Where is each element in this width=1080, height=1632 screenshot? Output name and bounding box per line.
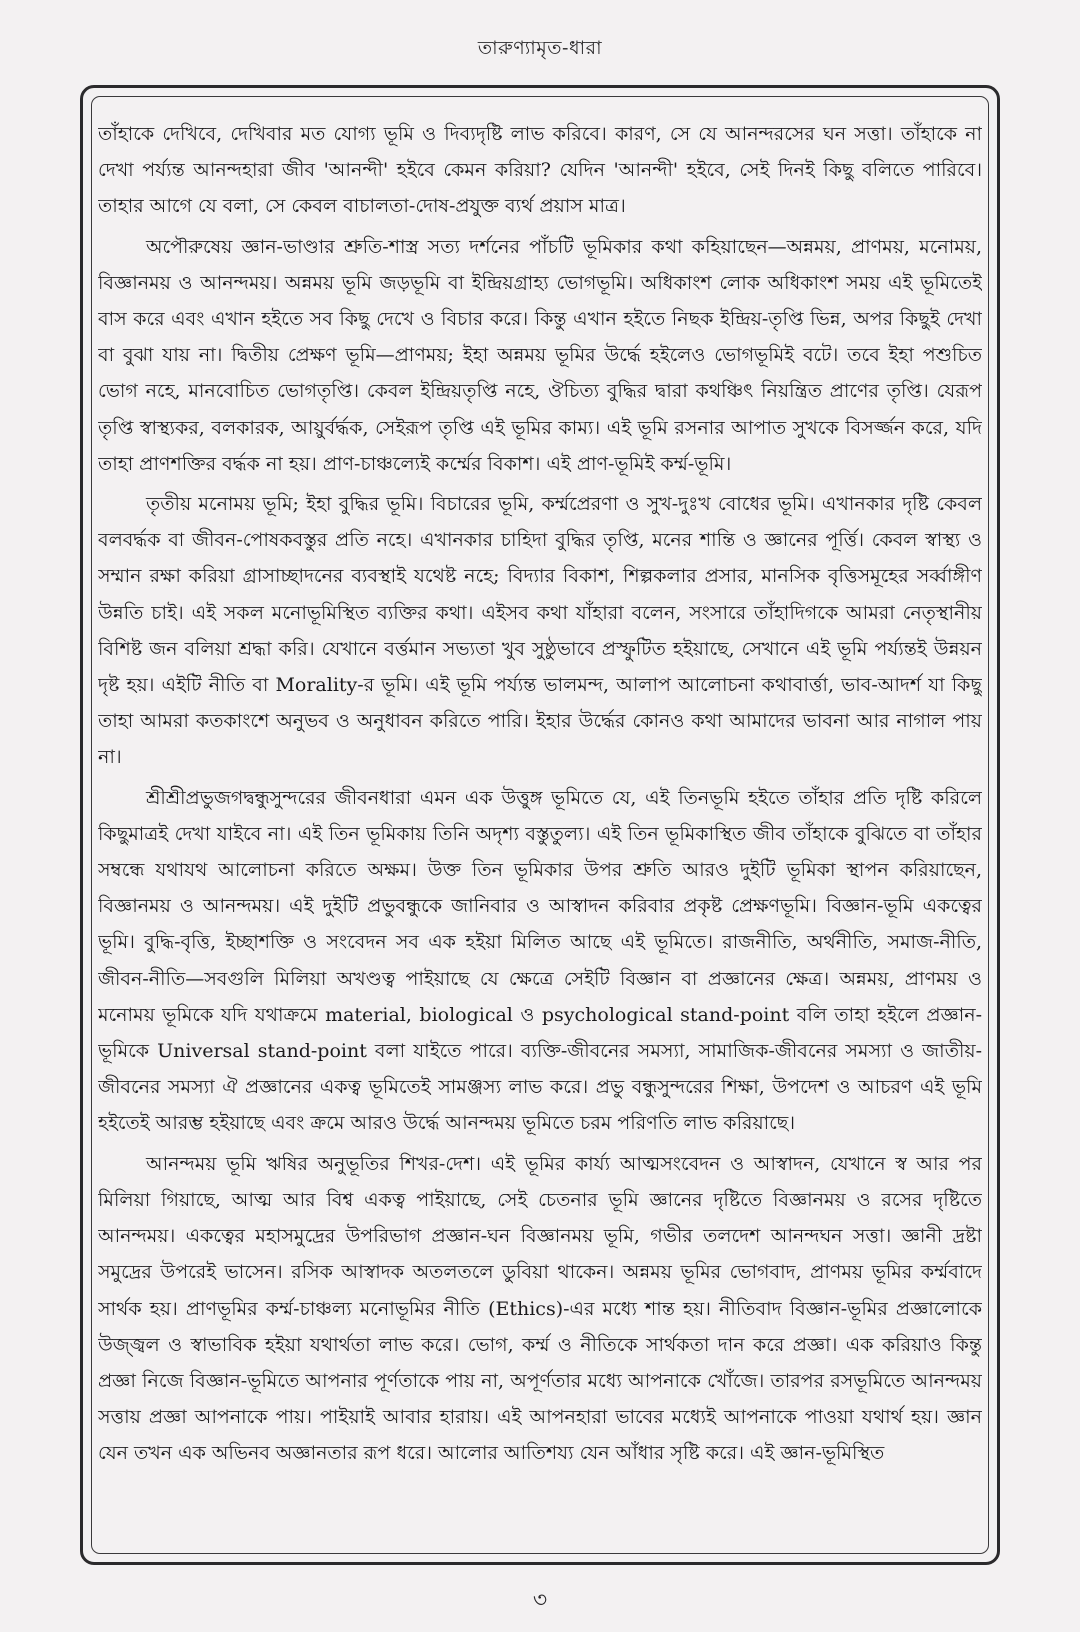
paragraph-4: শ্রীশ্রীপ্রভুজগদ্বন্ধুসুন্দরের জীবনধারা এমন এক উত্তুঙ্গ ভূমিতে যে, এই তিনভূমি হইতে তাঁহার প্রতি দৃষ্টি করিলে কিছুমাত্রই দেখা যাইবে না। এই তিন ভূমিকায় তিনি অদৃশ্য বস্তুতুল্য। এই তিন ভূমিকাস্থিত জীব তাঁহাকে বুঝিতে বা তাঁহার সম্বন্ধে যথাযথ আলোচনা করিতে অক্ষম। উক্ত তিন ভূমিকার উপর শ্রুতি আরও দুইটি ভূমিকা স্থাপন করিয়াছেন, বিজ্ঞানময় ও আনন্দময়। এই দুইটি প্রভুবন্ধুকে জানিবার ও আস্বাদন করিবার প্রকৃষ্ট প্রেক্ষণভূমি। বিজ্ঞান-ভূমি একত্বের ভূমি। বুদ্ধি-বৃত্তি, ইচ্ছাশক্তি ও সংবেদন সব এক হইয়া মিলিত আছে এই ভূমিতে। রাজনীতি, অর্থনীতি, সমাজ-নীতি, জীবন-নীতি—সবগুলি মিলিয়া অখণ্ডত্ব পাইয়াছে যে ক্ষেত্রে সেইটি বিজ্ঞান বা প্রজ্ঞানের ক্ষেত্র। অন্নময়, প্রাণময় ও মনোময় ভূমিকে যদি যথাক্রমে material, biological ও psychological stand-point বলি তাহা হইলে প্রজ্ঞান-ভূমিকে Universal stand-point বলা যাইতে পারে। ব্যক্তি-জীবনের সমস্যা, সামাজিক-জীবনের সমস্যা ও জাতীয়-জীবনের সমস্যা ঐ প্রজ্ঞানের একত্ব ভূমিতেই সামঞ্জস্য লাভ করে। প্রভু বন্ধুসুন্দরের শিক্ষা, উপদেশ ও আচরণ এই ভূমি হইতেই আরম্ভ হইয়াছে এবং ক্রমে আরও উর্দ্ধে আনন্দময় ভূমিতে চরম পরিণতি লাভ করিয়াছে। (98, 786, 982, 1135)
paragraph-3: তৃতীয় মনোময় ভূমি; ইহা বুদ্ধির ভূমি। বিচারের ভূমি, কর্ম্মপ্রেরণা ও সুখ-দুঃখ বোধের ভূমি। এখানকার দৃষ্টি কেবল বলবর্দ্ধক বা জীবন-পোষকবস্তুর প্রতি নহে। এখানকার চাহিদা বুদ্ধির তৃপ্তি, মনের শান্তি ও জ্ঞানের পূর্ত্তি। কেবল স্বাস্থ্য ও সম্মান রক্ষা করিয়া গ্রাসাচ্ছাদনের ব্যবস্থাই যথেষ্ট নহে; বিদ্যার বিকাশ, শিল্পকলার প্রসার, মানসিক বৃত্তিসমূহের সর্ব্বাঙ্গীণ উন্নতি চাই। এই সকল মনোভূমিস্থিত ব্যক্তির কথা। এইসব কথা যাঁহারা বলেন, সংসারে তাঁহাদিগকে আমরা নেতৃস্থানীয় বিশিষ্ট জন বলিয়া শ্রদ্ধা করি। যেখানে বর্ত্তমান সভ্যতা খুব সুষ্ঠুভাবে প্রস্ফুটিত হইয়াছে, সেখানে এই ভূমি পর্য্যন্তই উন্নয়ন দৃষ্ট হয়। এইটি নীতি বা Morality-র ভূমি। এই ভূমি পর্য্যন্ত ভালমন্দ, আলাপ আলোচনা কথাবার্ত্তা, ভাব-আদর্শ যা কিছু তাহা আমরা কতকাংশে অনুভব ও অনুধাবন করিতে পারি। ইহার উর্দ্ধের কোনও কথা আমাদের ভাবনা আর নাগাল পায় না। (98, 493, 982, 769)
paragraph-1: তাঁহাকে দেখিবে, দেখিবার মত যোগ্য ভূমি ও দিব্যদৃষ্টি লাভ করিবে। কারণ, সে যে আনন্দরসের ঘন সত্তা। তাঁহাকে না দেখা পর্য্যন্ত আনন্দহারা জীব 'আনন্দী' হইবে কেমন করিয়া? যেদিন 'আনন্দী' হইবে, সেই দিনই কিছু বলিতে পারিবে। তাহার আগে যে বলা, সে কেবল বাচালতা-দোষ-প্রযুক্ত ব্যর্থ প্রয়াস মাত্র। (98, 123, 982, 218)
body-text (98, 116, 982, 1556)
running-header: তারুণ্যামৃত-ধারা (477, 37, 603, 59)
paragraph-2: অপৌরুষেয় জ্ঞান-ভাণ্ডার শ্রুতি-শাস্ত্র সত্য দর্শনের পাঁচটি ভূমিকার কথা কহিয়াছেন—অন্নময়, প্রাণময়, মনোময়, বিজ্ঞানময় ও আনন্দময়। অন্নময় ভূমি জড়ভূমি বা ইন্দ্রিয়গ্রাহ্য ভোগভূমি। অধিকাংশ লোক অধিকাংশ সময় এই ভূমিতেই বাস করে এবং এখান হইতে সব কিছু দেখে ও বিচার করে। কিন্তু এখান হইতে নিছক ইন্দ্রিয়-তৃপ্তি ভিন্ন, অপর কিছুই দেখা বা বুঝা যায় না। দ্বিতীয় প্রেক্ষণ ভূমি—প্রাণময়; ইহা অন্নময় ভূমির উর্দ্ধে হইলেও ভোগভূমিই বটে। তবে ইহা পশুচিত ভোগ নহে, মানবোচিত ভোগতৃপ্তি। কেবল ইন্দ্রিয়তৃপ্তি নহে, ঔচিত্য বুদ্ধির দ্বারা কথঞ্চিৎ নিয়ন্ত্রিত প্রাণের তৃপ্তি। যেরূপ তৃপ্তি স্বাস্থ্যকর, বলকারক, আয়ুর্বর্দ্ধক, সেইরূপ তৃপ্তি এই ভূমির কাম্য। এই ভূমি রসনার আপাত সুখকে বিসর্জ্জন করে, যদি তাহা প্রাণশক্তির বর্দ্ধক না হয়। প্রাণ-চাঞ্চল্যেই কর্ম্মের বিকাশ। এই প্রাণ-ভূমিই কর্ম্ম-ভূমি। (98, 235, 982, 475)
paragraph-5: আনন্দময় ভূমি ঋষির অনুভূতির শিখর-দেশ। এই ভূমির কার্য্য আত্মসংবেদন ও আস্বাদন, যেখানে স্ব আর পর মিলিয়া গিয়াছে, আত্ম আর বিশ্ব একত্ব পাইয়াছে, সেই চেতনার ভূমি জ্ঞানের দৃষ্টিতে বিজ্ঞানময় ও রসের দৃষ্টিতে আনন্দময়। একত্বের মহাসমুদ্রের উপরিভাগ প্রজ্ঞান-ঘন বিজ্ঞানময় ভূমি, গভীর তলদেশ আনন্দঘন সত্তা। জ্ঞানী দ্রষ্টা সমুদ্রের উপরেই ভাসেন। রসিক আস্বাদক অতলতলে ডুবিয়া থাকেন। অন্নময় ভূমির ভোগবাদ, প্রাণময় ভূমির কর্ম্মবাদে সার্থক হয়। প্রাণভূমির কর্ম্ম-চাঞ্চল্য মনোভূমির নীতি (Ethics)-এর মধ্যে শান্ত হয়। নীতিবাদ বিজ্ঞান-ভূমির প্রজ্ঞালোকে উজ্জ্বল ও স্বাভাবিক হইয়া যথার্থতা লাভ করে। ভোগ, কর্ম্ম ও নীতিকে সার্থকতা দান করে প্রজ্ঞা। এক করিয়াও কিন্তু প্রজ্ঞা নিজে বিজ্ঞান-ভূমিতে আপনার পূর্ণতাকে পায় না, অপূর্ণতার মধ্যে আপনাকে খোঁজে। তারপর রসভূমিতে আনন্দময় সত্তায় প্রজ্ঞা আপনাকে পায়। পাইয়াই আবার হারায়। এই আপনহারা ভাবের মধ্যেই আপনাকে পাওয়া যথার্থ হয়। জ্ঞান যেন তখন এক অভিনব অজ্ঞানতার রূপ ধরে। আলোর আতিশয্য যেন আঁধার সৃষ্টি করে। এই জ্ঞান-ভূমিস্থিত (98, 1152, 982, 1465)
page-number: ৩ (532, 1588, 548, 1613)
